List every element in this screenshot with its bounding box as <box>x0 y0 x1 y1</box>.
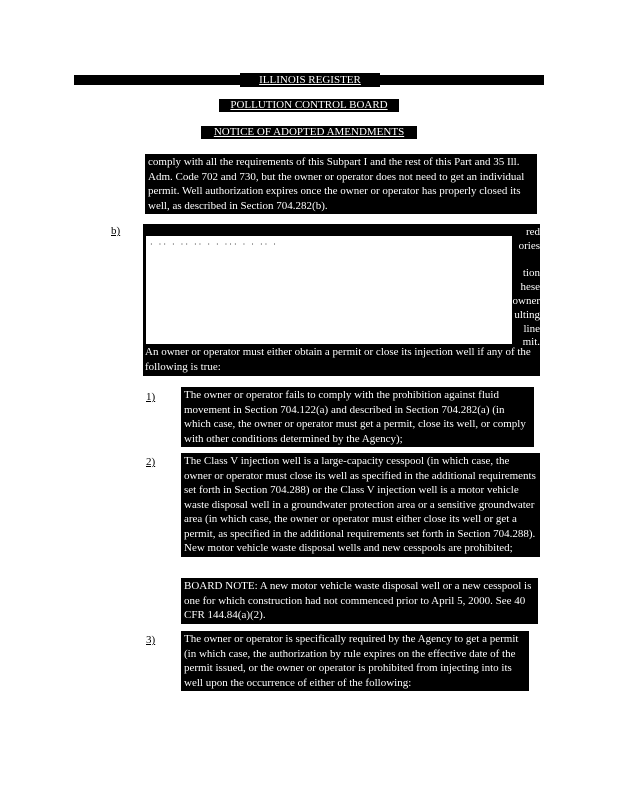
item-3-text: The owner or operator is specifically required by the Agency to get a permit (in which case, the authorization by rule expires on the effective date of the permit issued, or the owner or operator is prohibited from injecting into its well upon the occurrence of either of the following: <box>181 631 529 691</box>
paragraph-b-fragment: mit. <box>522 336 540 348</box>
paragraph-b-fragment: ories <box>518 240 540 252</box>
notice-title: NOTICE OF ADOPTED AMENDMENTS <box>201 126 417 139</box>
redaction-speckle: · ·· · ·· ·· · · ··· · · ·· · <box>150 240 278 249</box>
paragraph-b-fragment: line <box>523 323 540 335</box>
board-note: BOARD NOTE: A new motor vehicle waste disposal well or a new cesspool is one for which construction had not commenced prior to April 5, 2000. See 40 CFR 144.84(a)(2). <box>181 578 538 624</box>
paragraph-b-fragment: owner <box>512 295 540 307</box>
paragraph-a-continuation: comply with all the requirements of this Subpart I and the rest of this Part and 35 Ill. Adm. Code 702 and 730, but the owner or operator does not need to get an individual permit. Well authorization expires once the owner or operator has properly closed its well, as described in Section 704.282(b). <box>145 154 537 214</box>
item-2-text: The Class V injection well is a large-capacity cesspool (in which case, the owner or operator must close its well as specified in the additional requirements set forth in Section 704.288) or the Class V injection well is a motor vehicle waste disposal well in a groundwater protection area or a sensitive groundwater area (in which case, the owner or operator must either close its well or get a permit, as specified in the additional requirements set forth in Section 704.288). New motor vehicle waste disposal wells and new cesspools are prohibited; <box>181 453 540 557</box>
item-2-marker: 2) <box>146 456 156 468</box>
item-3-marker: 3) <box>146 634 156 646</box>
register-title: ILLINOIS REGISTER <box>240 73 380 87</box>
paragraph-b-fragment: hese <box>520 281 540 293</box>
paragraph-b-fragment: tion <box>522 267 540 279</box>
paragraph-b-fragment: red <box>525 226 540 238</box>
paragraph-b-tail: An owner or operator must either obtain a permit or close its injection well if any of the following is true: <box>145 346 531 373</box>
paragraph-b-marker: b) <box>111 225 121 237</box>
item-1-text: The owner or operator fails to comply with the prohibition against fluid movement in Section 704.122(a) and described in Section 704.282(a) (in which case, the owner or operator must get a permit, close its well, or comply with other conditions determined by the Agency); <box>181 387 534 447</box>
item-1-marker: 1) <box>146 391 156 403</box>
board-title: POLLUTION CONTROL BOARD <box>219 99 399 112</box>
redacted-region <box>146 236 512 344</box>
paragraph-b-fragment: ulting <box>514 309 540 321</box>
